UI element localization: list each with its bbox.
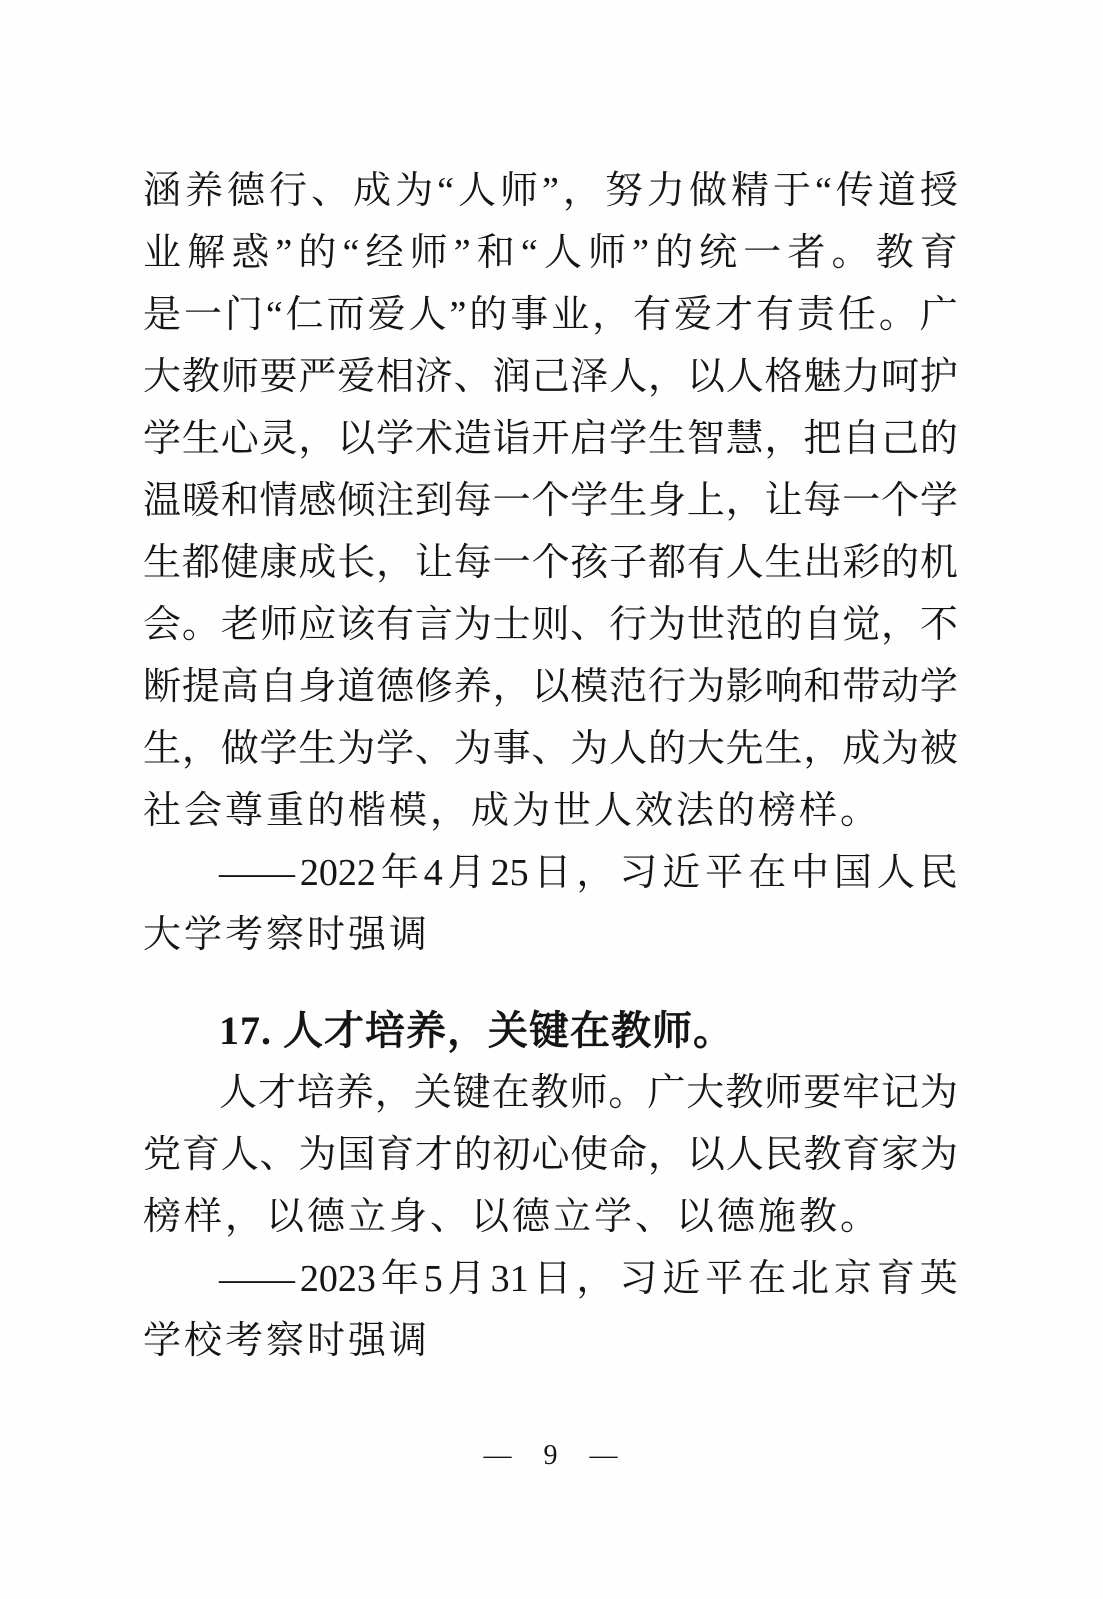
attribution: [143, 1248, 958, 1372]
attribution: [143, 842, 958, 966]
attribution-line: —— 2022 年 4 月 25 日 ， 习 近 平 在 中 国 人 民: [219, 852, 958, 894]
text-line: 学 生 心 灵 ， 以 学 术 造 诣 开 启 学 生 智 慧 ， 把 自 己 的: [143, 418, 958, 460]
text-line: 生 都 健 康 成 长 ， 让 每 一 个 孩 子 都 有 人 生 出 彩 的 机: [143, 542, 958, 584]
paragraph: [143, 1062, 958, 1248]
text-line: 会 。 老 师 应 该 有 言 为 士 则 、 行 为 世 范 的 自 觉 ， 不: [143, 604, 958, 646]
attribution-line: —— 2023 年 5 月 31 日 ， 习 近 平 在 北 京 育 英: [219, 1258, 958, 1300]
attribution-line: 大学考察时强调: [143, 914, 431, 956]
text-line: 是 一 门 “ 仁 而 爱 人 ” 的 事 业 ， 有 爱 才 有 责 任 。 广: [143, 294, 958, 336]
text-line: 榜样，以德立身、以德立学、以德施教。: [143, 1196, 882, 1238]
text-line: 党 育 人 、 为 国 育 才 的 初 心 使 命 ， 以 人 民 教 育 家 为: [143, 1134, 958, 1176]
text-line: 业 解 惑 ” 的 “ 经 师 ” 和 “ 人 师 ” 的 统 一 者 。 教 育: [143, 232, 958, 274]
section-heading: 17. 人才培养，关键在教师。: [219, 1008, 734, 1053]
text-line: 断 提 高 自 身 道 德 修 养 ， 以 模 范 行 为 影 响 和 带 动 学: [143, 666, 958, 708]
text-line: 人 才 培 养 ， 关 键 在 教 师 。 广 大 教 师 要 牢 记 为: [219, 1072, 958, 1114]
body-text: [143, 160, 958, 1372]
text-line: 涵 养 德 行 、 成 为 “ 人 师 ” ， 努 力 做 精 于 “ 传 道 授: [143, 170, 958, 212]
page-number-footer: — 9 —: [483, 1440, 620, 1471]
text-line: 社会尊重的楷模，成为世人效法的榜样。: [143, 790, 882, 832]
text-line: 生 ， 做 学 生 为 学 、 为 事 、 为 人 的 大 先 生 ， 成 为 被: [143, 728, 958, 770]
paragraph: [143, 160, 958, 842]
text-line: 温 暖 和 情 感 倾 注 到 每 一 个 学 生 身 上 ， 让 每 一 个 学: [143, 480, 958, 522]
attribution-line: 学校考察时强调: [143, 1320, 431, 1362]
text-line: 大 教 师 要 严 爱 相 济 、 润 己 泽 人 ， 以 人 格 魅 力 呵 护: [143, 356, 958, 398]
